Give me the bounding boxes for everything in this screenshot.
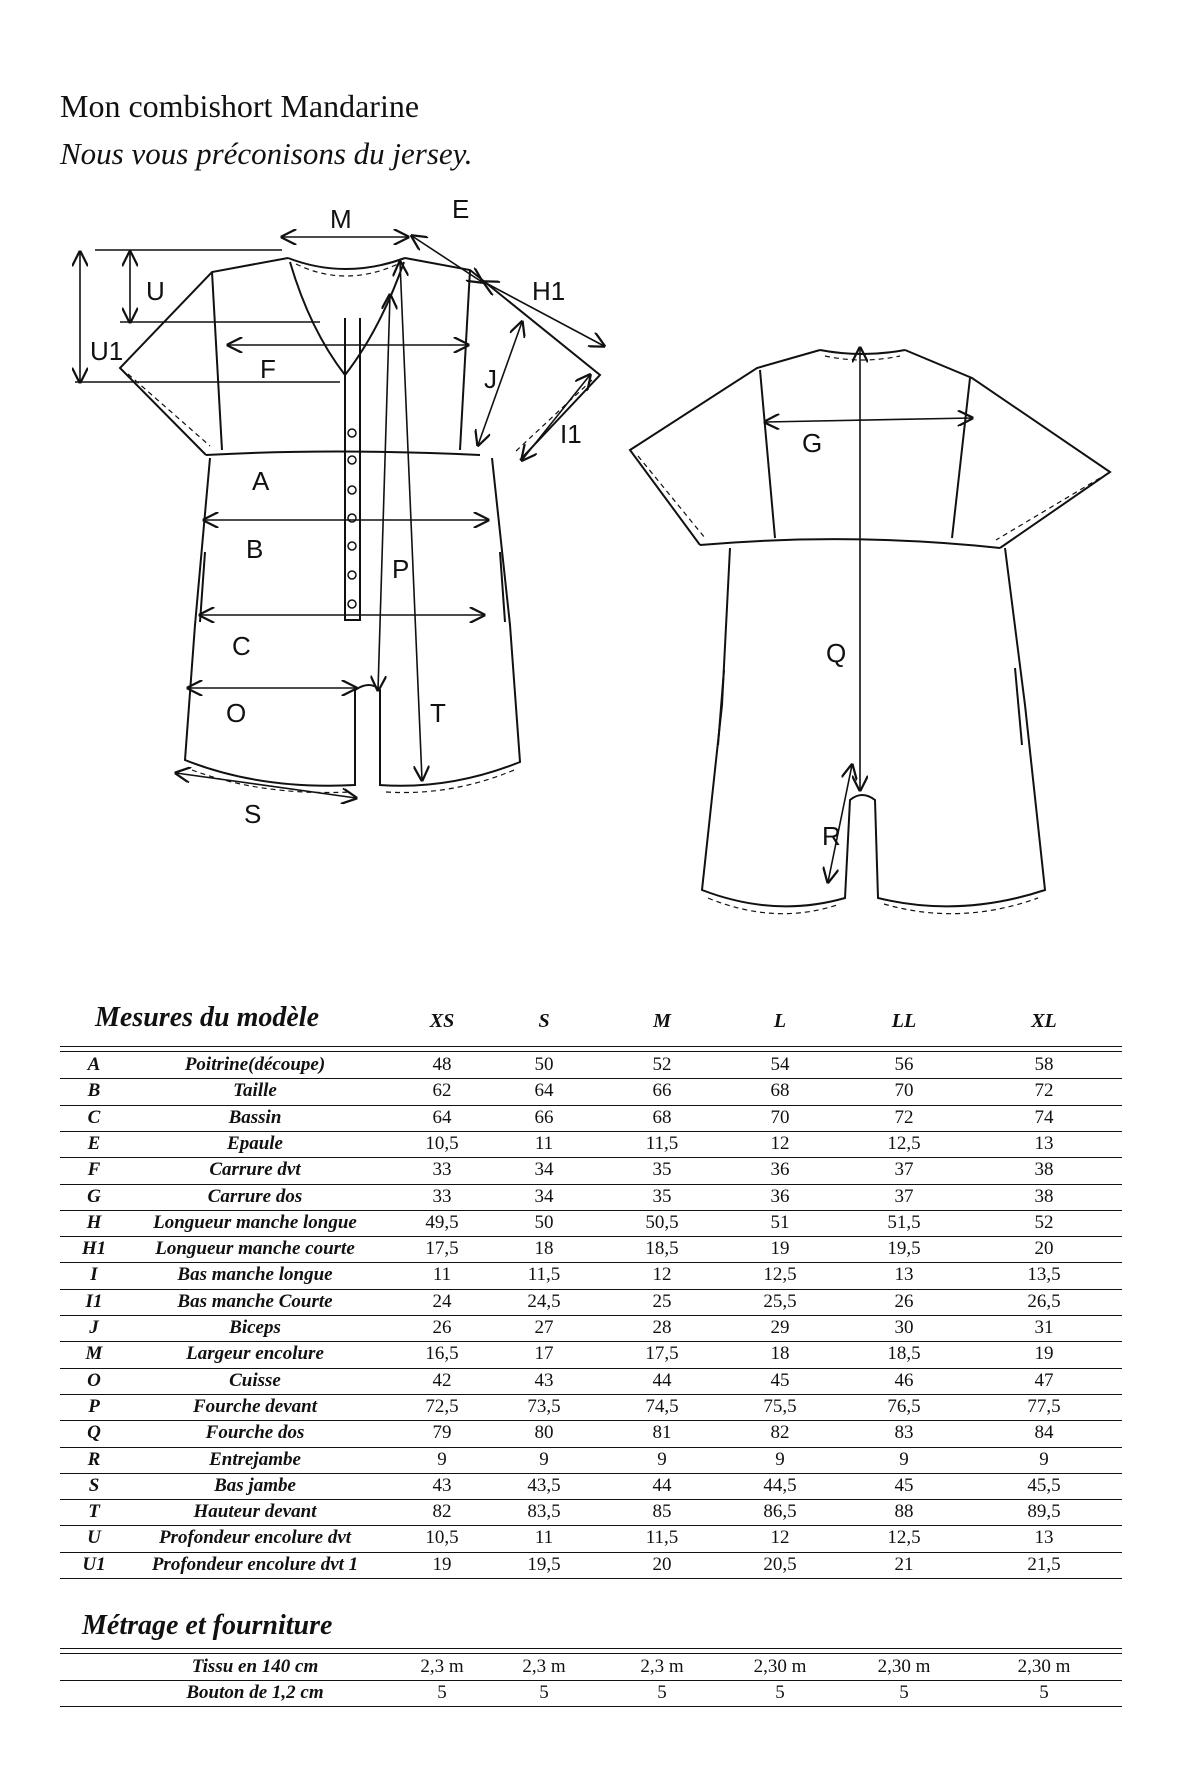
row-value: 19: [432, 1553, 452, 1575]
row-value: 20: [652, 1553, 672, 1575]
row-code: Q: [87, 1422, 101, 1444]
row-value: 2,3 m: [640, 1656, 684, 1677]
row-value: 25: [652, 1290, 672, 1312]
row-value: 43: [432, 1474, 452, 1496]
row-value: 12: [652, 1264, 672, 1286]
row-code: B: [87, 1080, 101, 1102]
row-value: 80: [534, 1422, 554, 1444]
row-value: 74,5: [645, 1395, 679, 1417]
row-code: F: [87, 1159, 101, 1181]
row-value: 12,5: [887, 1132, 921, 1154]
row-value: 13: [1034, 1527, 1054, 1549]
row-code: R: [87, 1448, 101, 1470]
row-value: 72: [1034, 1080, 1054, 1102]
row-value: 64: [432, 1106, 452, 1128]
row-divider: [60, 1706, 1122, 1707]
row-value: 13,5: [1027, 1264, 1061, 1286]
row-divider: [60, 1499, 1122, 1500]
row-name: Bas manche longue: [177, 1264, 333, 1286]
measure-row: [60, 1107, 1122, 1133]
measure-row: [60, 1080, 1122, 1106]
measure-row: [60, 1475, 1122, 1501]
measure-row: [60, 1396, 1122, 1422]
row-value: 26: [894, 1290, 914, 1312]
measure-row: [60, 1054, 1122, 1080]
row-value: 70: [894, 1080, 914, 1102]
row-value: 74: [1034, 1106, 1054, 1128]
row-value: 26,5: [1027, 1290, 1061, 1312]
measure-row: [60, 1554, 1122, 1580]
row-value: 2,3 m: [522, 1656, 566, 1677]
label-G: G: [802, 428, 823, 458]
row-divider: [60, 1184, 1122, 1185]
fabric-table: [60, 1648, 1122, 1730]
row-value: 2,30 m: [1017, 1656, 1071, 1677]
row-value: 21: [894, 1553, 914, 1575]
label-T: T: [430, 698, 446, 728]
row-value: 45,5: [1027, 1474, 1061, 1496]
row-name: Fourche dos: [205, 1422, 305, 1444]
row-value: 11,5: [645, 1527, 679, 1549]
row-value: 9: [539, 1448, 549, 1470]
row-value: 44,5: [763, 1474, 797, 1496]
row-value: 79: [432, 1422, 452, 1444]
row-name: Bassin: [228, 1106, 282, 1128]
row-value: 72,5: [425, 1395, 459, 1417]
row-value: 51: [770, 1211, 790, 1233]
label-M: M: [330, 204, 352, 234]
row-value: 24: [432, 1290, 452, 1312]
measure-row: [60, 1264, 1122, 1290]
row-name: Carrure dvt: [209, 1159, 301, 1181]
row-divider: [60, 1447, 1122, 1448]
row-value: 31: [1034, 1317, 1054, 1338]
row-value: 5: [899, 1682, 909, 1703]
label-Q: Q: [826, 638, 847, 668]
row-value: 50: [534, 1211, 554, 1233]
back-view: [630, 350, 1110, 906]
row-value: 36: [770, 1185, 790, 1207]
size-header-xl: XL: [1031, 1010, 1057, 1032]
row-value: 27: [534, 1317, 554, 1338]
row-name: Bouton de 1,2 cm: [186, 1682, 324, 1703]
row-code: T: [88, 1501, 100, 1523]
arrow-P: [378, 295, 390, 690]
row-value: 5: [1039, 1682, 1049, 1703]
row-value: 44: [652, 1474, 672, 1496]
row-value: 5: [775, 1682, 785, 1703]
label-F: F: [260, 354, 276, 384]
label-J: J: [484, 364, 497, 394]
row-value: 86,5: [763, 1501, 797, 1523]
row-name: Entrejambe: [209, 1448, 301, 1470]
row-value: 2,30 m: [877, 1656, 931, 1677]
row-value: 33: [432, 1185, 452, 1207]
size-header-xs: XS: [429, 1010, 455, 1032]
row-divider: [60, 1420, 1122, 1421]
row-value: 50: [534, 1054, 554, 1075]
row-value: 42: [432, 1369, 452, 1391]
row-name: Cuisse: [229, 1369, 281, 1391]
row-value: 18: [534, 1238, 554, 1260]
row-value: 13: [894, 1264, 914, 1286]
row-value: 17,5: [645, 1343, 679, 1365]
row-name: Biceps: [229, 1317, 281, 1338]
row-value: 18: [770, 1343, 790, 1365]
row-code: U: [87, 1527, 101, 1549]
row-value: 52: [652, 1054, 672, 1075]
row-value: 10,5: [425, 1527, 459, 1549]
row-value: 21,5: [1027, 1553, 1061, 1575]
row-value: 30: [894, 1317, 914, 1338]
row-value: 16,5: [425, 1343, 459, 1365]
label-S: S: [244, 799, 262, 829]
row-value: 5: [539, 1682, 549, 1703]
row-value: 62: [432, 1080, 452, 1102]
row-code: P: [88, 1395, 100, 1417]
row-value: 88: [894, 1501, 914, 1523]
row-value: 11: [534, 1527, 554, 1549]
measure-row: [60, 1291, 1122, 1317]
row-code: H: [86, 1211, 102, 1233]
label-R: R: [822, 821, 841, 851]
row-divider: [60, 1289, 1122, 1290]
row-value: 81: [652, 1422, 672, 1444]
row-divider: [60, 1131, 1122, 1132]
measure-row: [60, 1501, 1122, 1527]
row-value: 66: [652, 1080, 672, 1102]
row-value: 38: [1034, 1185, 1054, 1207]
row-value: 26: [432, 1317, 452, 1338]
label-B: B: [246, 534, 264, 564]
row-divider: [60, 1210, 1122, 1211]
row-value: 84: [1034, 1422, 1054, 1444]
measure-row: [60, 1133, 1122, 1159]
row-value: 11: [432, 1264, 452, 1286]
row-divider: [60, 1394, 1122, 1395]
row-value: 34: [534, 1185, 554, 1207]
row-value: 9: [1039, 1448, 1049, 1470]
row-divider: [60, 1680, 1122, 1681]
row-value: 46: [894, 1369, 914, 1391]
row-value: 12: [770, 1132, 790, 1154]
row-value: 20,5: [763, 1553, 797, 1575]
row-value: 77,5: [1027, 1395, 1061, 1417]
row-name: Bas manche Courte: [177, 1290, 333, 1312]
row-value: 9: [657, 1448, 667, 1470]
measures-table: [60, 1000, 1122, 1580]
row-value: 68: [770, 1080, 790, 1102]
row-value: 29: [770, 1317, 790, 1338]
row-name: Longueur manche longue: [153, 1211, 357, 1233]
row-code: C: [87, 1106, 101, 1128]
row-value: 43,5: [527, 1474, 561, 1496]
measure-row: [60, 1159, 1122, 1185]
row-value: 37: [894, 1185, 914, 1207]
row-value: 19: [1034, 1343, 1054, 1365]
row-value: 2,3 m: [420, 1656, 464, 1677]
row-name: Hauteur devant: [193, 1501, 317, 1523]
row-value: 54: [770, 1054, 790, 1075]
row-name: Profondeur encolure dvt: [158, 1527, 352, 1549]
row-value: 82: [432, 1501, 452, 1523]
label-C: C: [232, 631, 251, 661]
row-value: 48: [432, 1054, 452, 1075]
row-name: Profondeur encolure dvt 1: [151, 1553, 359, 1575]
measure-row: [60, 1238, 1122, 1264]
measures-title: Mesures du modèle: [95, 1002, 319, 1033]
row-value: 19: [770, 1238, 790, 1260]
row-code: M: [85, 1343, 103, 1365]
row-value: 64: [534, 1080, 554, 1102]
label-A: A: [252, 466, 270, 496]
arrow-G: [765, 418, 972, 422]
row-value: 89,5: [1027, 1501, 1061, 1523]
row-value: 49,5: [425, 1211, 459, 1233]
row-value: 66: [534, 1106, 554, 1128]
label-O: O: [226, 698, 247, 728]
row-code: I1: [85, 1290, 103, 1312]
row-name: Poitrine(découpe): [184, 1054, 326, 1075]
row-value: 44: [652, 1369, 672, 1391]
row-value: 82: [770, 1422, 790, 1444]
measure-row: [60, 1527, 1122, 1553]
row-value: 9: [899, 1448, 909, 1470]
front-view: [120, 258, 600, 786]
row-name: Bas jambe: [214, 1474, 296, 1496]
row-value: 85: [652, 1501, 672, 1523]
row-value: 52: [1034, 1211, 1054, 1233]
measure-row: [60, 1422, 1122, 1448]
row-value: 11,5: [645, 1132, 679, 1154]
row-value: 19,5: [527, 1553, 561, 1575]
row-value: 35: [652, 1159, 672, 1181]
row-value: 83: [894, 1422, 914, 1444]
row-value: 34: [534, 1159, 554, 1181]
page-subtitle: Nous vous préconisons du jersey.: [60, 136, 473, 171]
row-value: 50,5: [645, 1211, 679, 1233]
row-name: Carrure dos: [207, 1185, 303, 1207]
row-code: G: [87, 1185, 101, 1207]
row-value: 5: [437, 1682, 447, 1703]
measure-row: [60, 1343, 1122, 1369]
row-value: 12,5: [887, 1527, 921, 1549]
row-divider: [60, 1262, 1122, 1263]
row-value: 9: [775, 1448, 785, 1470]
fabric-row: [60, 1682, 1122, 1708]
row-value: 75,5: [763, 1395, 797, 1417]
row-divider: [60, 1368, 1122, 1369]
row-value: 47: [1034, 1369, 1054, 1391]
label-U1: U1: [90, 336, 124, 366]
row-divider: [60, 1552, 1122, 1553]
front-buttons: [348, 429, 356, 608]
row-divider: [60, 1315, 1122, 1316]
row-divider: [60, 1105, 1122, 1106]
arrow-E: [412, 236, 482, 282]
measure-row: [60, 1317, 1122, 1343]
row-value: 10,5: [425, 1132, 459, 1154]
size-header-s: S: [538, 1010, 550, 1032]
row-value: 37: [894, 1159, 914, 1181]
row-value: 56: [894, 1054, 914, 1075]
row-code: U1: [82, 1553, 106, 1575]
fabric-row: [60, 1656, 1122, 1682]
row-code: S: [88, 1474, 100, 1496]
row-value: 12,5: [763, 1264, 797, 1286]
row-divider: [60, 1157, 1122, 1158]
row-code: O: [87, 1369, 101, 1391]
row-divider: [60, 1236, 1122, 1237]
row-value: 17: [534, 1343, 554, 1365]
row-name: Longueur manche courte: [155, 1238, 355, 1260]
row-value: 45: [894, 1474, 914, 1496]
row-divider: [60, 1078, 1122, 1079]
row-value: 9: [437, 1448, 447, 1470]
label-E: E: [452, 194, 470, 224]
size-header-ll: LL: [891, 1010, 917, 1032]
row-value: 33: [432, 1159, 452, 1181]
row-value: 13: [1034, 1132, 1054, 1154]
row-value: 5: [657, 1682, 667, 1703]
row-divider: [60, 1473, 1122, 1474]
row-value: 58: [1034, 1054, 1054, 1075]
label-I1: I1: [560, 419, 582, 449]
row-value: 70: [770, 1106, 790, 1128]
row-value: 18,5: [645, 1238, 679, 1260]
row-value: 51,5: [887, 1211, 921, 1233]
row-value: 24,5: [527, 1290, 561, 1312]
label-U: U: [146, 276, 165, 306]
row-value: 11,5: [527, 1264, 561, 1286]
size-header-m: M: [653, 1010, 671, 1032]
row-value: 76,5: [887, 1395, 921, 1417]
row-value: 68: [652, 1106, 672, 1128]
row-divider: [60, 1525, 1122, 1526]
row-code: I: [90, 1264, 98, 1286]
row-value: 28: [652, 1317, 672, 1338]
measure-row: [60, 1370, 1122, 1396]
row-value: 18,5: [887, 1343, 921, 1365]
measure-row: [60, 1212, 1122, 1238]
label-H1: H1: [532, 276, 566, 306]
row-value: 45: [770, 1369, 790, 1391]
measure-row: [60, 1186, 1122, 1212]
row-value: 25,5: [763, 1290, 797, 1312]
arrow-T: [400, 262, 422, 780]
row-name: Largeur encolure: [186, 1343, 324, 1365]
row-divider: [60, 1341, 1122, 1342]
row-value: 20: [1034, 1238, 1054, 1260]
row-value: 12: [770, 1527, 790, 1549]
row-value: 11: [534, 1132, 554, 1154]
size-header-l: L: [773, 1010, 787, 1032]
fabric-title: Métrage et fourniture: [82, 1610, 333, 1641]
row-name: Epaule: [227, 1132, 283, 1154]
row-value: 17,5: [425, 1238, 459, 1260]
row-value: 35: [652, 1185, 672, 1207]
row-value: 83,5: [527, 1501, 561, 1523]
row-value: 72: [894, 1106, 914, 1128]
page-title: Mon combishort Mandarine: [60, 88, 420, 124]
row-code: A: [87, 1054, 101, 1075]
row-code: J: [89, 1317, 99, 1338]
row-value: 36: [770, 1159, 790, 1181]
row-code: E: [87, 1132, 101, 1154]
row-value: 73,5: [527, 1395, 561, 1417]
row-value: 43: [534, 1369, 554, 1391]
row-value: 19,5: [887, 1238, 921, 1260]
row-value: 38: [1034, 1159, 1054, 1181]
row-name: Taille: [233, 1080, 277, 1102]
label-P: P: [392, 554, 410, 584]
measure-row: [60, 1449, 1122, 1475]
row-name: Tissu en 140 cm: [191, 1656, 319, 1677]
row-code: H1: [81, 1238, 107, 1260]
row-divider: [60, 1578, 1122, 1579]
row-value: 2,30 m: [753, 1656, 807, 1677]
row-name: Fourche devant: [192, 1395, 318, 1417]
